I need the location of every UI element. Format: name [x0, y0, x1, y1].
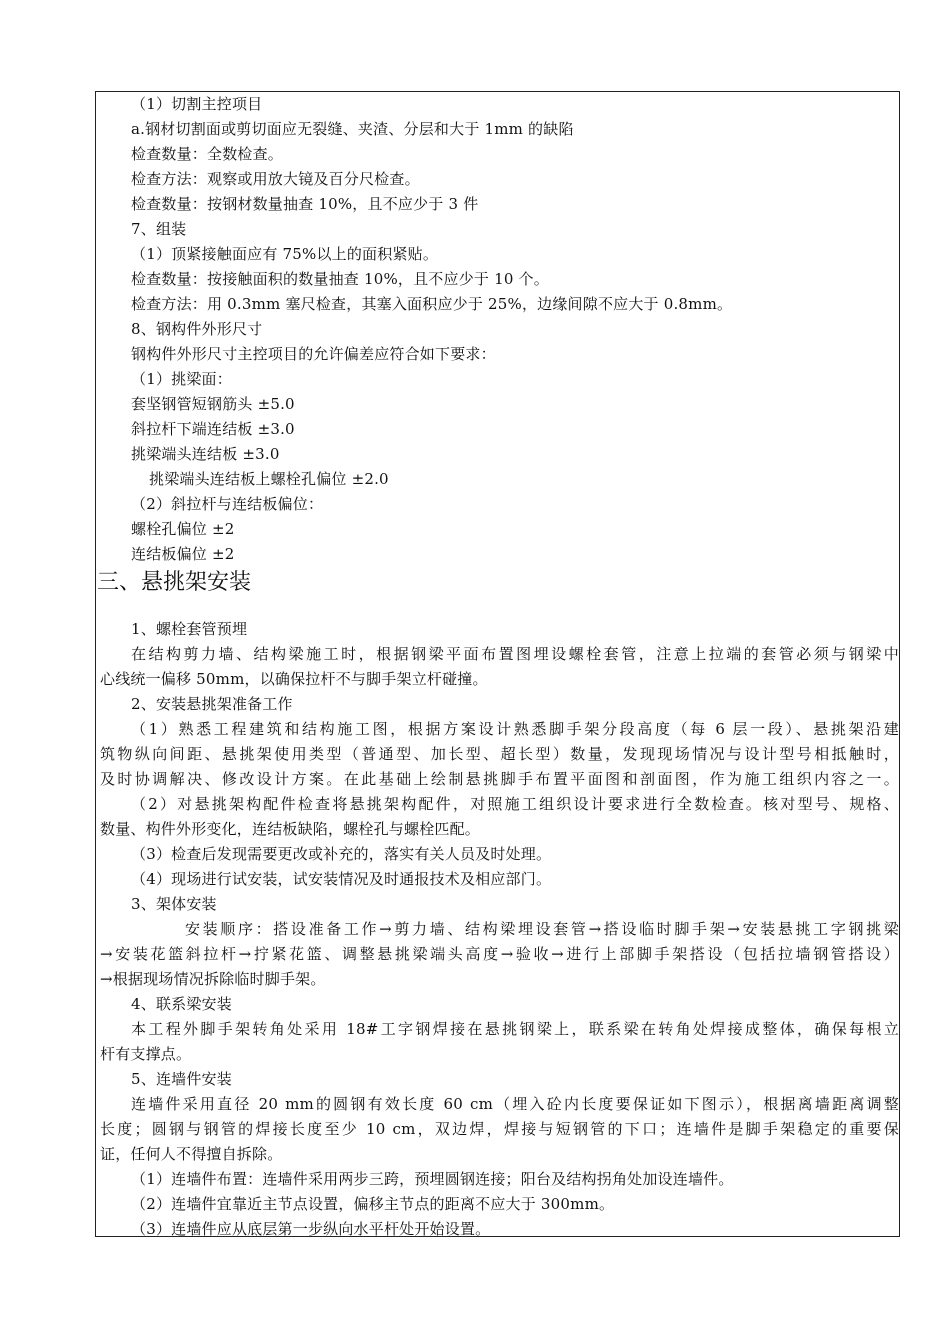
para-2-line-1: （1）熟悉工程建筑和结构施工图，根据方案设计熟悉脚手架分段高度（每 6 层一段）、悬挑架沿建	[131, 720, 899, 738]
item-cut-main: （1）切割主控项目	[131, 95, 263, 113]
install-seq-line-3: →根据现场情况拆除临时脚手架。	[100, 970, 326, 988]
para-7-line-3: 证，任何人不得擅自拆除。	[100, 1145, 283, 1163]
wall-tie-item-3: （3）连墙件应从底层第一步纵向水平杆处开始设置。	[131, 1220, 491, 1238]
wall-tie-item-2: （2）连墙件宜靠近主节点设置，偏移主节点的距离不应大于 300mm。	[131, 1195, 615, 1213]
para-7-line-2: 长度；圆钢与钢管的焊接长度至少 10 cm，双边焊，焊接与短钢管的下口；连墙件是脚手架稳定的重要保	[100, 1120, 899, 1138]
para-3-line-1: （2）对悬挑架构配件检查将悬挑架构配件，对照施工组织设计要求进行全数检查。核对型号、规格、	[131, 795, 899, 813]
check-count-3: 检查数量：按接触面积的数量抽查 10%，且不应少于 10 个。	[131, 270, 549, 288]
tolerance-intro: 钢构件外形尺寸主控项目的允许偏差应符合如下要求：	[131, 345, 496, 363]
para-4: （3）检查后发现需要更改或补充的，落实有关人员及时处理。	[131, 845, 552, 863]
check-count-1: 检查数量：全数检查。	[131, 145, 284, 163]
para-2-line-2: 筑物纵向间距、悬挑架使用类型（普通型、加长型、超长型）数量，发现现场情况与设计型号相抵触时，	[100, 745, 899, 763]
item-cut-a: a.钢材切割面或剪切面应无裂缝、夹渣、分层和大于 1mm 的缺陷	[131, 120, 574, 138]
para-1-line-1: 在结构剪力墙、结构梁施工时，根据钢梁平面布置图埋设螺栓套管，注意上拉端的套管必须与钢梁中	[131, 645, 899, 663]
sub-4-title: 4、联系梁安装	[131, 995, 232, 1013]
section-3-heading: 三、悬挑架安装	[97, 570, 252, 595]
sub-2-title: 2、安装悬挑架准备工作	[131, 695, 293, 713]
sub-1-title: 1、螺栓套管预埋	[131, 620, 248, 638]
tolerance-2b: 连结板偏位 ±2	[131, 545, 235, 563]
para-5: （4）现场进行试安装，试安装情况及时通报技术及相应部门。	[131, 870, 552, 888]
para-6-line-1: 本工程外脚手架转角处采用 18#工字钢焊接在悬挑钢梁上，联系梁在转角处焊接成整体，确保每根立	[131, 1020, 899, 1038]
install-seq-line-2: →安装花篮斜拉杆→拧紧花篮、调整悬挑梁端头高度→验收→进行上部脚手架搭设（包括拉墙钢管搭设）	[100, 945, 899, 963]
check-method-1: 检查方法：观察或用放大镜及百分尺检查。	[131, 170, 420, 188]
sub-5-title: 5、连墙件安装	[131, 1070, 232, 1088]
section-8-title: 8、钢构件外形尺寸	[131, 320, 263, 338]
check-method-2: 检查方法：用 0.3mm 塞尺检查，其塞入面积应少于 25%，边缘间隙不应大于 0.8mm。	[131, 295, 733, 313]
tolerance-item-2: （2）斜拉杆与连结板偏位：	[131, 495, 324, 513]
para-3-line-2: 数量、构件外形变化，连结板缺陷，螺栓孔与螺栓匹配。	[100, 820, 481, 838]
para-2-line-3: 及时协调解决、修改设计方案。在此基础上绘制悬挑脚手布置平面图和剖面图，作为施工组织内容之一。	[100, 770, 899, 788]
tolerance-1c: 挑梁端头连结板 ±3.0	[131, 445, 280, 463]
install-seq-line-1: 安装顺序：搭设准备工作→剪力墙、结构梁埋设套管→搭设临时脚手架→安装悬挑工字钢挑梁	[185, 920, 899, 938]
tolerance-1a: 套坚钢管短钢筋头 ±5.0	[131, 395, 295, 413]
check-count-2: 检查数量：按钢材数量抽查 10%，且不应少于 3 件	[131, 195, 479, 213]
tolerance-item-1: （1）挑梁面：	[131, 370, 232, 388]
wall-tie-item-1: （1）连墙件布置：连墙件采用两步三跨，预埋圆钢连接；阳台及结构拐角处加设连墙件。	[131, 1170, 734, 1188]
tolerance-1b: 斜拉杆下端连结板 ±3.0	[131, 420, 295, 438]
tolerance-1d: 挑梁端头连结板上螺栓孔偏位 ±2.0	[149, 470, 389, 488]
para-7-line-1: 连墙件采用直径 20 mm的圆钢有效长度 60 cm（埋入砼内长度要保证如下图示），根据离墙距离调整	[131, 1095, 899, 1113]
sub-3-title: 3、架体安装	[131, 895, 217, 913]
para-1-line-2: 心线统一偏移 50mm，以确保拉杆不与脚手架立杆碰撞。	[100, 670, 488, 688]
para-6-line-2: 杆有支撑点。	[100, 1045, 192, 1063]
assembly-item-1: （1）顶紧接触面应有 75%以上的面积紧贴。	[131, 245, 439, 263]
section-7-title: 7、组装	[131, 220, 187, 238]
tolerance-2a: 螺栓孔偏位 ±2	[131, 520, 235, 538]
